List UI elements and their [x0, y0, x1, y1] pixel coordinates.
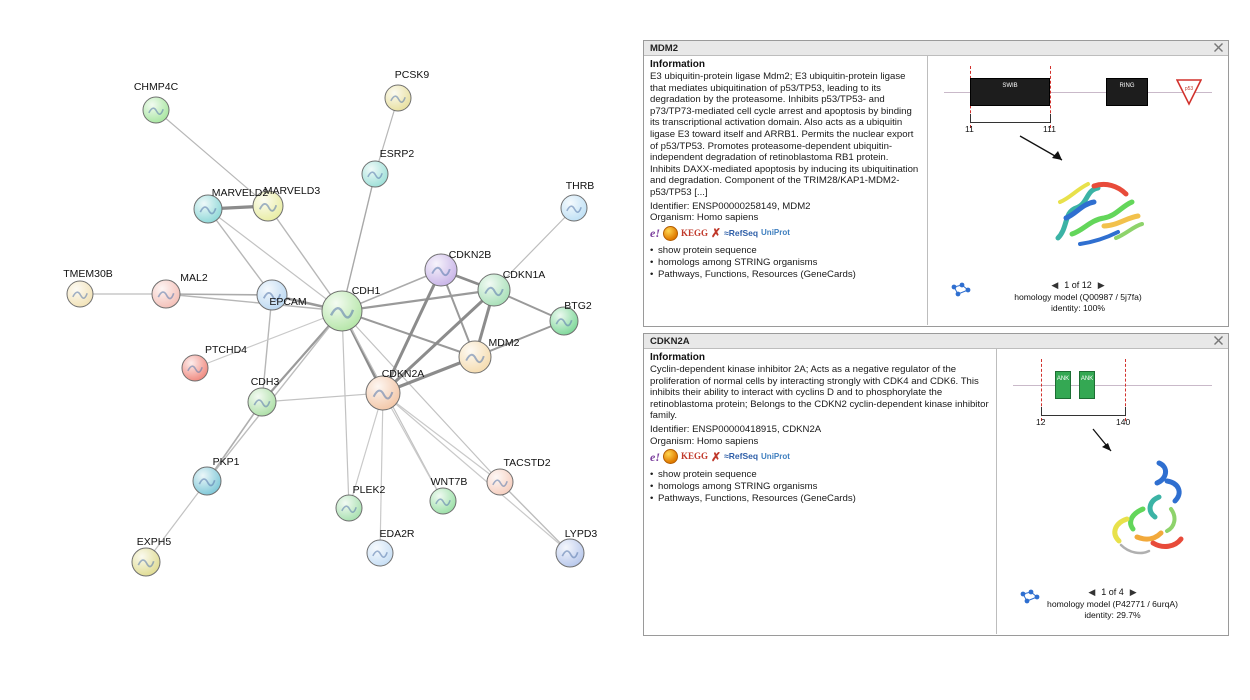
close-icon[interactable]	[1213, 335, 1224, 346]
domain-end-number: 111	[1043, 124, 1056, 134]
node-label: EPCAM	[269, 296, 307, 308]
model-counter: 1 of 4	[1101, 587, 1124, 597]
network-node-eda2r[interactable]	[367, 540, 393, 566]
node-label: CDKN2B	[448, 249, 492, 261]
prev-model-arrow[interactable]: ◀	[1051, 280, 1059, 290]
network-edge	[500, 482, 570, 553]
network-node-cdkn2a[interactable]	[366, 376, 400, 410]
refseq-icon[interactable]: ≈RefSeq	[724, 451, 759, 462]
node-label: CHMP4C	[133, 81, 179, 93]
panel-body	[644, 349, 1228, 634]
model-counter: 1 of 12	[1064, 280, 1092, 290]
domain-box-swib[interactable]	[970, 78, 1050, 106]
node-label: PTCHD4	[204, 344, 248, 356]
domain-box-ring[interactable]	[1106, 78, 1148, 106]
network-node-cdh1[interactable]	[322, 291, 362, 331]
link-show-protein-sequence[interactable]: • show protein sequence	[650, 245, 921, 257]
domain-tick-end	[1125, 407, 1126, 416]
domain-diagram	[928, 56, 1228, 166]
domain-axis	[970, 122, 1051, 123]
network-node-tacstd2[interactable]	[487, 469, 513, 495]
protein-description: Cyclin-dependent kinase inhibitor 2A; Acts as a negative regulator of the proliferation of normal cells by interacting strongly with CDK4 and CDK6. This inhibits their ability to interact with cyclins D and to phosphorylate the retinoblastoma protein; Belongs to the CDKN2 cyclin-dependent kinase inhibitor family.	[650, 364, 989, 422]
uniprot-icon[interactable]: UniProt	[761, 228, 790, 238]
domain-tick-start	[1041, 407, 1042, 416]
domain-box-label: RING	[1119, 83, 1135, 89]
protein-info-panel-mdm2	[643, 40, 1229, 327]
node-label: MDM2	[488, 337, 520, 349]
domain-shape-p53	[1176, 78, 1202, 111]
protein-organism: Organism: Homo sapiens	[650, 212, 759, 224]
node-label: EDA2R	[379, 528, 415, 540]
network-node-thrb[interactable]	[561, 195, 587, 221]
protein-identifier: Identifier: ENSP00000258149, MDM2	[650, 200, 811, 212]
structure-arrow-icon	[1018, 134, 1070, 171]
node-label: PKP1	[212, 456, 240, 468]
domain-start-number: 11	[965, 124, 974, 134]
link-show-protein-sequence[interactable]: • show protein sequence	[650, 469, 990, 481]
network-node-ptchd4[interactable]	[182, 355, 208, 381]
model-caption-line1: homology model (P42771 / 6urqA)	[1047, 599, 1178, 609]
domain-axis	[1041, 415, 1126, 416]
node-label: CDH3	[250, 376, 280, 388]
domain-box-label: SWIB	[1002, 83, 1018, 89]
protein-info-panel-cdkn2a	[643, 333, 1229, 636]
network-node-pcsk9[interactable]	[385, 85, 411, 111]
node-label: LYPD3	[564, 528, 598, 540]
domain-tick-start	[970, 114, 971, 123]
domain-end-number: 140	[1116, 417, 1131, 427]
network-edge	[166, 294, 342, 311]
protein-3d-model[interactable]	[1046, 168, 1156, 263]
protein-identifier: Identifier: ENSP00000418915, CDKN2A	[650, 423, 822, 435]
panel-title: MDM2	[650, 43, 678, 54]
node-label: PCSK9	[394, 69, 430, 81]
ncbi-icon[interactable]	[663, 226, 678, 241]
network-edge	[383, 393, 500, 482]
network-node-mal2[interactable]	[152, 280, 180, 308]
info-column	[644, 56, 927, 325]
network-edge	[146, 481, 207, 562]
node-label: ESRP2	[379, 148, 415, 160]
x-icon[interactable]: ✗	[711, 226, 722, 241]
model-caption-line2: identity: 29.7%	[1084, 610, 1141, 620]
domain-box-label: ANK	[1056, 376, 1070, 382]
protein-3d-model[interactable]	[1097, 457, 1217, 572]
string-logo-icon	[950, 282, 972, 298]
external-db-icon-row[interactable]	[650, 450, 990, 464]
node-label: EXPH5	[136, 536, 172, 548]
ensembl-icon[interactable]: e!	[650, 449, 660, 464]
info-column	[644, 349, 996, 634]
x-icon[interactable]: ✗	[711, 449, 722, 464]
panel-header	[644, 334, 1228, 349]
ncbi-icon[interactable]	[663, 449, 678, 464]
model-navigation[interactable]	[928, 280, 1228, 291]
network-edge	[342, 311, 500, 482]
network-node-exph5[interactable]	[132, 548, 160, 576]
link-homologs[interactable]: • homologs among STRING organisms	[650, 257, 921, 269]
network-node-wnt7b[interactable]	[430, 488, 456, 514]
domain-diagram	[997, 349, 1228, 459]
node-label: MARVELD2	[211, 187, 269, 199]
node-label: PLEK2	[352, 484, 386, 496]
network-node-marveld2[interactable]	[194, 195, 222, 223]
domain-backbone	[1013, 385, 1212, 386]
node-label: WNT7B	[430, 476, 468, 488]
kegg-icon[interactable]: KEGG	[681, 227, 709, 238]
next-model-arrow[interactable]: ▶	[1129, 587, 1137, 597]
info-heading: Information	[650, 352, 705, 363]
close-icon[interactable]	[1213, 42, 1224, 53]
model-caption-line2: identity: 100%	[1051, 303, 1105, 313]
network-node-plek2[interactable]	[336, 495, 362, 521]
svg-text:p53: p53	[1184, 86, 1194, 92]
network-node-lypd3[interactable]	[556, 539, 584, 567]
link-homologs[interactable]: • homologs among STRING organisms	[650, 481, 990, 493]
node-label: MAL2	[180, 272, 208, 284]
protein-organism: Organism: Homo sapiens	[650, 435, 759, 447]
network-node-chmp4c[interactable]	[143, 97, 169, 123]
node-label: THRB	[565, 180, 595, 192]
network-edge	[208, 209, 272, 295]
network-edge	[262, 393, 383, 402]
refseq-icon[interactable]: ≈RefSeq	[724, 227, 759, 238]
node-label: CDKN2A	[381, 368, 425, 380]
domain-box-label: ANK	[1080, 376, 1094, 382]
network-node-cdh3[interactable]	[248, 388, 276, 416]
next-model-arrow[interactable]: ▶	[1097, 280, 1105, 290]
prev-model-arrow[interactable]: ◀	[1088, 587, 1096, 597]
node-label: TACSTD2	[503, 457, 551, 469]
domain-tick-end	[1050, 114, 1051, 123]
domain-box-ank-2[interactable]	[1079, 371, 1095, 399]
link-pathways[interactable]: • Pathways, Functions, Resources (GeneCards)	[650, 269, 921, 281]
node-label: TMEM30B	[63, 268, 113, 280]
structure-column	[927, 56, 1228, 325]
node-label: BTG2	[564, 300, 592, 312]
panel-body	[644, 56, 1228, 325]
info-heading: Information	[650, 59, 705, 70]
network-node-tmem30b[interactable]	[67, 281, 93, 307]
model-caption-line1: homology model (Q00987 / 5j7fa)	[1014, 292, 1142, 302]
structure-column	[996, 349, 1228, 634]
panel-title: CDKN2A	[650, 336, 690, 347]
protein-description: E3 ubiquitin-protein ligase Mdm2; E3 ubiquitin-protein ligase that mediates ubiquitination of p53/TP53, leading to its degradation by the proteasome. Inhibits p53/TP53- and p73/TP73-mediated cell cycle arrest and apoptosis by binding its transcriptional activation domain. Also acts as a ubiquitin ligase E3 toward itself and ARRB1. Permits the nuclear export of p53/TP53. Promotes proteasome-dependent ubiquitin-independent degradation of retinoblastoma RB1 protein. Inhibits DAXX-mediated apoptosis by inducing its ubiquitination and degradation. Component of the TRIM28/KAP1-MDM2-p53/TP53 [...]	[650, 71, 919, 198]
node-label: MARVELD3	[263, 185, 321, 197]
external-db-icon-row[interactable]	[650, 226, 921, 240]
domain-box-ank-1[interactable]	[1055, 371, 1071, 399]
network-edge	[342, 311, 349, 508]
resource-link-list	[650, 245, 921, 281]
ensembl-icon[interactable]: e!	[650, 226, 660, 241]
network-node-mdm2[interactable]	[459, 341, 491, 373]
network-node-pkp1[interactable]	[193, 467, 221, 495]
uniprot-icon[interactable]: UniProt	[761, 451, 790, 461]
string-logo-icon	[1019, 589, 1041, 605]
kegg-icon[interactable]: KEGG	[681, 451, 709, 462]
network-node-esrp2[interactable]	[362, 161, 388, 187]
node-label: CDH1	[351, 285, 381, 297]
domain-start-number: 12	[1036, 417, 1046, 427]
node-label: CDKN1A	[502, 269, 546, 281]
panel-header	[644, 41, 1228, 56]
link-pathways[interactable]: • Pathways, Functions, Resources (GeneCards)	[650, 493, 990, 505]
resource-link-list	[650, 469, 990, 505]
